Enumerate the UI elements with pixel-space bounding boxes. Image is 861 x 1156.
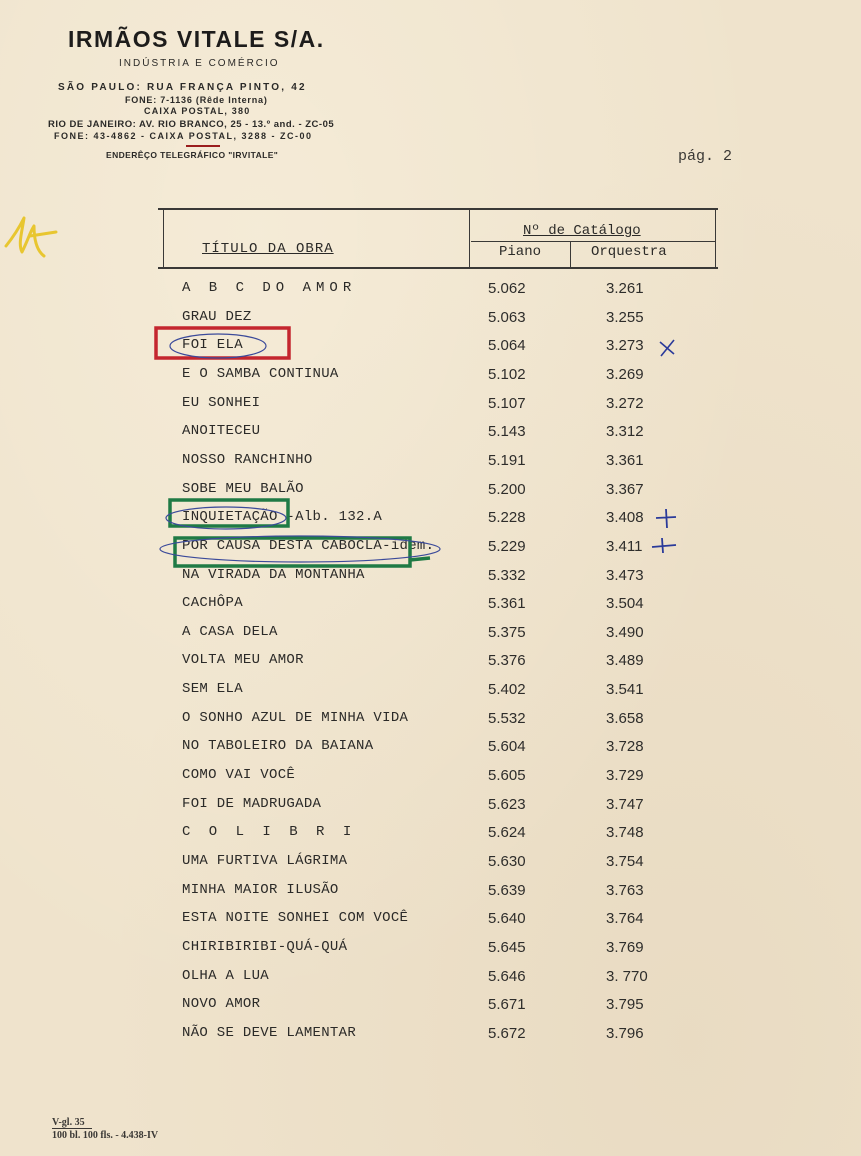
row-orquestra-number: 3.748	[606, 824, 644, 842]
row-piano-number: 5.228	[488, 509, 526, 527]
red-box-foi-ela	[156, 328, 289, 358]
row-piano-number: 5.376	[488, 652, 526, 670]
row-piano-number: 5.639	[488, 881, 526, 899]
row-piano-number: 5.143	[488, 423, 526, 441]
row-title: SOBE MEU BALÃO	[182, 480, 304, 497]
row-title: NO TABOLEIRO DA BAIANA	[182, 738, 374, 755]
row-title: NA VIRADA DA MONTANHA	[182, 566, 365, 583]
row-title: ESTA NOITE SONHEI COM VOCÊ	[182, 910, 409, 927]
row-title: NÃO SE DEVE LAMENTAR	[182, 1024, 357, 1041]
row-orquestra-number: 3.795	[606, 996, 644, 1014]
row-orquestra-number: 3.729	[606, 767, 644, 785]
row-piano-number: 5.532	[488, 709, 526, 727]
po-box-sao-paulo: CAIXA POSTAL, 380	[144, 106, 251, 116]
row-orquestra-number: 3.728	[606, 738, 644, 756]
row-title: FOI DE MADRUGADA	[182, 795, 322, 812]
row-title: INQUIETAÇÃO -Alb. 132.A	[182, 509, 383, 526]
yellow-initials-mark	[6, 218, 56, 256]
row-piano-number: 5.402	[488, 681, 526, 699]
row-title: OLHA A LUA	[182, 967, 270, 984]
green-box-inquietacao	[170, 500, 288, 526]
row-piano-number: 5.672	[488, 1024, 526, 1042]
green-underline-extension	[410, 558, 430, 560]
circle-por-causa	[160, 536, 440, 562]
row-piano-number: 5.645	[488, 938, 526, 956]
address-rio: RIO DE JANEIRO: AV. RIO BRANCO, 25 - 13.º and. - ZC-05	[48, 119, 335, 130]
footer-print-info: 100 bl. 100 fls. - 4.438-IV	[52, 1130, 159, 1141]
footer-form-code: V-gl. 35	[52, 1117, 85, 1128]
row-orquestra-number: 3.411	[606, 537, 643, 555]
row-piano-number: 5.604	[488, 738, 526, 756]
row-title: O SONHO AZUL DE MINHA VIDA	[182, 709, 409, 726]
row-orquestra-number: 3.367	[606, 480, 644, 498]
row-orquestra-number: 3.261	[606, 280, 644, 297]
row-title: VOLTA MEU AMOR	[182, 652, 304, 669]
row-title: MINHA MAIOR ILUSÃO	[182, 881, 339, 898]
row-orquestra-number: 3.255	[606, 308, 644, 326]
row-orquestra-number: 3.504	[606, 595, 644, 613]
row-piano-number: 5.063	[488, 308, 526, 326]
row-title: GRAU DEZ	[182, 308, 252, 325]
row-piano-number: 5.646	[488, 967, 526, 985]
row-orquestra-number: 3.273	[606, 337, 644, 355]
row-orquestra-number: 3.269	[606, 365, 644, 383]
row-piano-number: 5.062	[488, 280, 526, 297]
row-orquestra-number: 3.408	[606, 509, 644, 527]
row-orquestra-number: 3.361	[606, 451, 644, 469]
row-title: COMO VAI VOCÊ	[182, 767, 296, 784]
row-orquestra-number: 3.312	[606, 423, 644, 441]
row-piano-number: 5.640	[488, 910, 526, 928]
row-title: C O L I B R I	[182, 824, 357, 841]
header-orquestra: Orquestra	[591, 244, 667, 260]
row-orquestra-number: 3.490	[606, 623, 644, 641]
telegraphic-address: ENDERÊÇO TELEGRÁFICO "IRVITALE"	[106, 150, 279, 160]
row-title: UMA FURTIVA LÁGRIMA	[182, 853, 348, 869]
row-orquestra-number: 3.541	[606, 681, 644, 699]
row-orquestra-number: 3.489	[606, 652, 644, 670]
row-orquestra-number: 3. 770	[606, 967, 648, 985]
row-title: CHIRIBIRIBI-QUÁ-QUÁ	[182, 938, 348, 955]
row-title: E O SAMBA CONTINUA	[182, 365, 339, 382]
circle-foi-ela	[170, 334, 266, 358]
company-subtitle: INDÚSTRIA E COMÉRCIO	[119, 58, 280, 69]
blue-cross-mark-1	[656, 509, 676, 528]
row-title: SEM ELA	[182, 681, 243, 698]
row-title: FOI ELA	[182, 337, 243, 354]
row-orquestra-number: 3.754	[606, 853, 644, 870]
phone-rio: FONE: 43-4862 - CAIXA POSTAL, 3288 - ZC-00	[54, 131, 313, 141]
row-orquestra-number: 3.658	[606, 709, 644, 727]
row-piano-number: 5.623	[488, 795, 526, 813]
row-title: POR CAUSA DESTA CABOCLA-idem.	[182, 537, 435, 554]
row-piano-number: 5.191	[488, 451, 526, 469]
row-title: NOVO AMOR	[182, 996, 261, 1013]
page-number: pág. 2	[678, 148, 733, 165]
row-piano-number: 5.102	[488, 365, 526, 383]
row-orquestra-number: 3.796	[606, 1024, 644, 1042]
row-piano-number: 5.605	[488, 767, 526, 785]
row-piano-number: 5.332	[488, 566, 526, 584]
blue-cross-mark-2	[652, 538, 676, 553]
row-orquestra-number: 3.473	[606, 566, 644, 584]
row-piano-number: 5.229	[488, 537, 526, 555]
row-piano-number: 5.361	[488, 595, 526, 613]
header-catalog: Nº de Catálogo	[523, 223, 641, 239]
row-piano-number: 5.375	[488, 623, 526, 641]
row-orquestra-number: 3.769	[606, 938, 644, 956]
row-piano-number: 5.624	[488, 824, 526, 842]
row-title: A CASA DELA	[182, 623, 278, 640]
row-orquestra-number: 3.764	[606, 910, 644, 928]
row-title: ANOITECEU	[182, 423, 261, 440]
row-title: EU SONHEI	[182, 394, 261, 411]
row-orquestra-number: 3.763	[606, 881, 644, 899]
row-orquestra-number: 3.747	[606, 795, 644, 813]
company-name: IRMÃOS VITALE S/A.	[68, 26, 325, 52]
row-piano-number: 5.200	[488, 480, 526, 498]
row-title: A B C DO AMOR	[182, 280, 357, 296]
phone-sao-paulo: FONE: 7-1136 (Rêde Interna)	[125, 95, 268, 105]
address-sao-paulo: SÃO PAULO: RUA FRANÇA PINTO, 42	[58, 82, 307, 93]
row-piano-number: 5.671	[488, 996, 526, 1014]
row-title: NOSSO RANCHINHO	[182, 451, 313, 468]
header-title-column: TÍTULO DA OBRA	[202, 241, 334, 257]
blue-x-mark	[660, 340, 674, 356]
row-piano-number: 5.064	[488, 337, 526, 355]
row-orquestra-number: 3.272	[606, 394, 644, 412]
header-piano: Piano	[499, 244, 542, 260]
row-piano-number: 5.630	[488, 853, 526, 870]
row-title: CACHÔPA	[182, 595, 243, 612]
row-piano-number: 5.107	[488, 394, 526, 412]
